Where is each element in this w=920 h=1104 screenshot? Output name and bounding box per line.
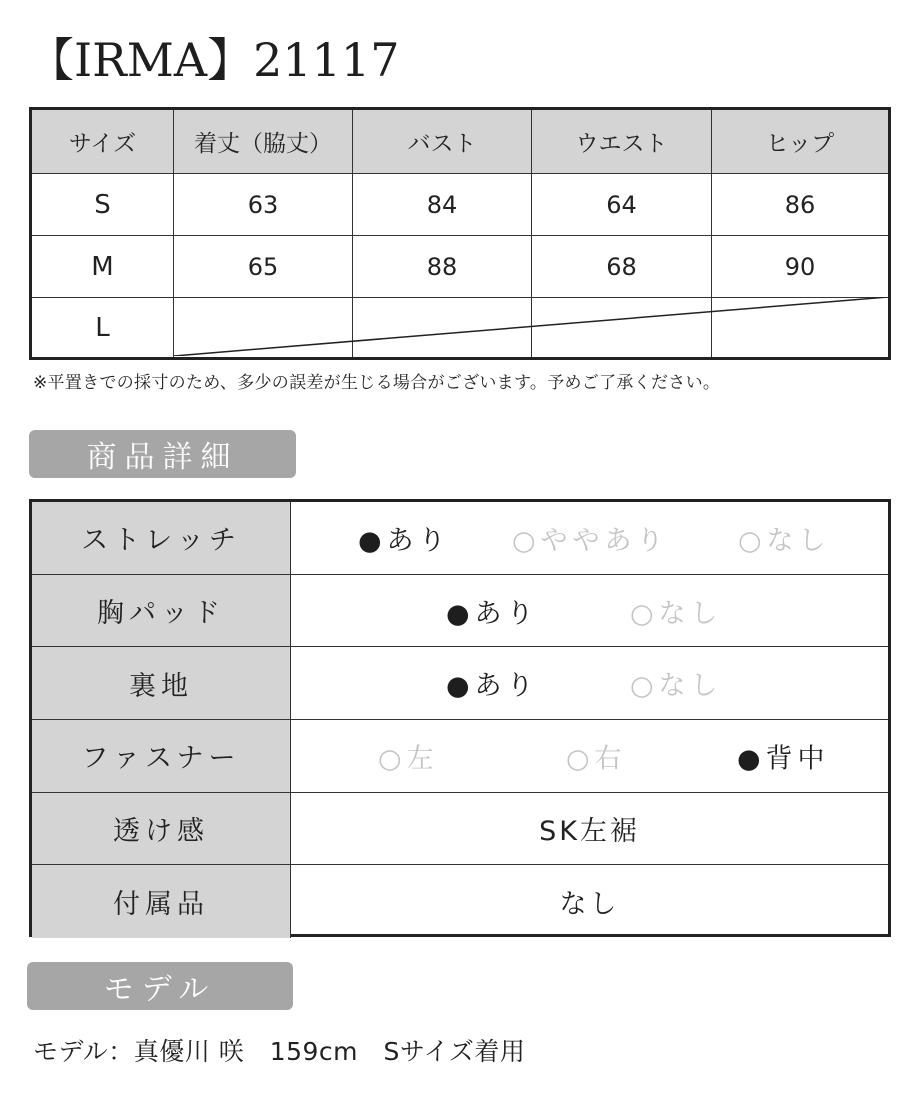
model-heading: モデル (27, 962, 293, 1010)
size-cell: 90 (712, 236, 888, 298)
size-row-label: M (32, 236, 174, 298)
size-cell: 84 (353, 174, 532, 236)
detail-row-pad (32, 575, 888, 648)
option-unselected: ○右 (566, 743, 627, 775)
option-unselected: ○なし (630, 670, 723, 702)
detail-row-stretch (32, 502, 888, 575)
size-cell: 64 (532, 174, 712, 236)
detail-row-sheer (32, 793, 888, 866)
detail-label: ストレッチ (32, 502, 291, 574)
detail-value: SK左裾 (539, 816, 640, 848)
detail-row-accessories (32, 865, 888, 938)
option-selected: ●あり (446, 670, 539, 702)
detail-values (291, 502, 888, 574)
size-cell (712, 298, 888, 357)
size-cell: 65 (174, 236, 353, 298)
option-selected: ●背中 (737, 743, 830, 775)
size-row-label: L (32, 298, 174, 357)
detail-values (291, 720, 888, 792)
option-unselected: ○なし (630, 598, 723, 630)
product-title: 【IRMA】21117 (28, 33, 400, 87)
detail-label: 付属品 (32, 865, 291, 938)
option-unselected: ○左 (378, 743, 439, 775)
size-header-size: サイズ (32, 110, 174, 174)
option-unselected: ○ややあり (512, 525, 669, 557)
size-header-length: 着丈（脇丈） (174, 110, 353, 174)
size-header-waist: ウエスト (532, 110, 712, 174)
size-cell (353, 298, 532, 357)
measurement-note: ※平置きでの採寸のため、多少の誤差が生じる場合がございます。予めご了承ください。 (33, 373, 721, 393)
size-cell: 63 (174, 174, 353, 236)
detail-label: 胸パッド (32, 575, 291, 647)
detail-value: なし (559, 889, 620, 921)
size-cell (174, 298, 353, 357)
size-row-label: S (32, 174, 174, 236)
size-header-hip: ヒップ (712, 110, 888, 174)
size-header-bust: バスト (353, 110, 532, 174)
size-cell: 86 (712, 174, 888, 236)
detail-label: 裏地 (32, 647, 291, 719)
detail-label: 透け感 (32, 793, 291, 865)
option-selected: ●あり (358, 525, 451, 557)
details-heading: 商品詳細 (29, 430, 296, 478)
size-cell (532, 298, 712, 357)
detail-label: ファスナー (32, 720, 291, 792)
size-table (29, 107, 891, 360)
detail-row-fastener (32, 720, 888, 793)
details-table (29, 499, 891, 937)
option-selected: ●あり (446, 598, 539, 630)
size-cell: 88 (353, 236, 532, 298)
option-unselected: ○なし (738, 525, 831, 557)
model-info: モデル：真優川 咲 159cm Sサイズ着用 (33, 1037, 526, 1066)
size-cell: 68 (532, 236, 712, 298)
detail-values (291, 575, 888, 647)
detail-row-lining (32, 647, 888, 720)
detail-values (291, 647, 888, 719)
